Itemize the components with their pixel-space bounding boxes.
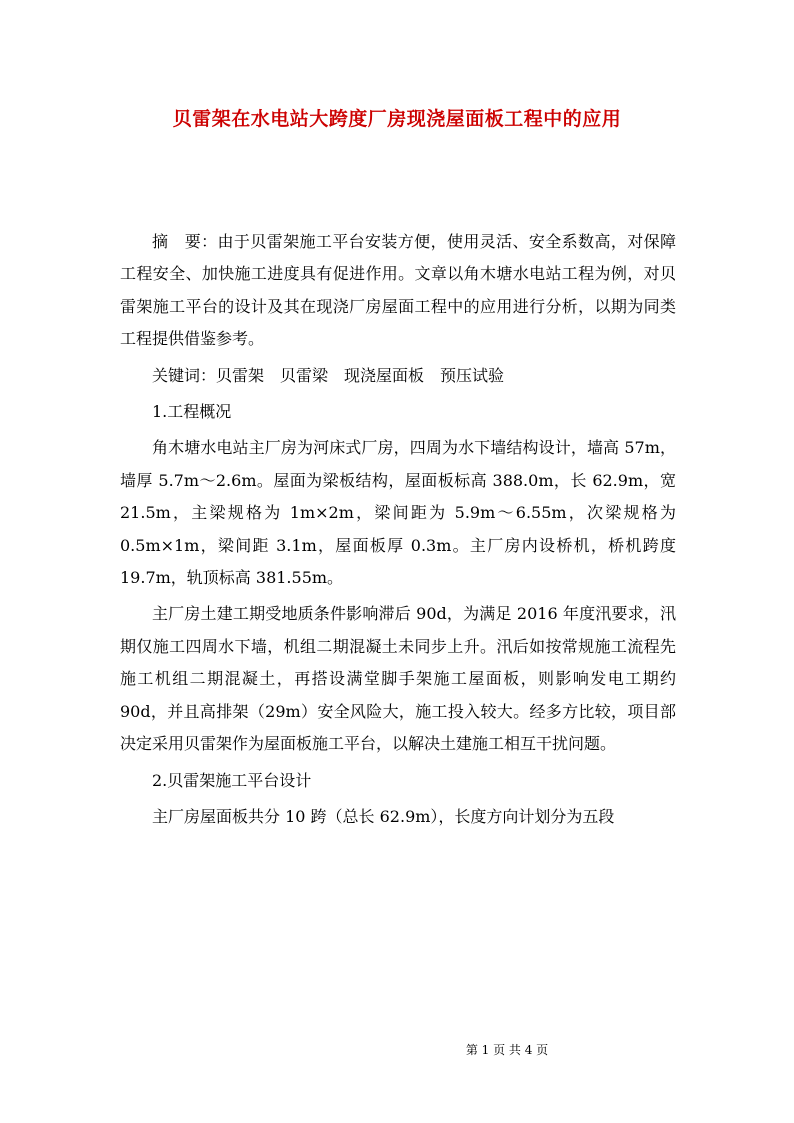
page-number: 第 1 页 共 4 页 — [465, 1043, 549, 1057]
body-paragraph: 角木塘水电站主厂房为河床式厂房，四周为水下墙结构设计，墙高 57m，墙厚 5.7m～2.6m。屋面为梁板结构，屋面板标高 388.0m，长 62.9m，宽 21.5m，主梁规格为 1m×2m，梁间距为 5.9m～6.55m，次梁规格为 0.5m×1m，梁间距 3.1m，屋面板厚 0.3m。主厂房内设桥机，桥机跨度 19.7m，轨顶标高 381.55m。 — [120, 438, 676, 588]
body-paragraph: 主厂房屋面板共分 10 跨（总长 62.9m），长度方向计划分为五段 — [152, 806, 615, 826]
document-title: 贝雷架在水电站大跨度厂房现浇屋面板工程中的应用 — [172, 108, 622, 130]
keywords-paragraph: 关键词：贝雷架 贝雷梁 现浇屋面板 预压试验 — [152, 365, 505, 385]
document-body — [120, 226, 676, 833]
section-heading: 2.贝雷架施工平台设计 — [152, 770, 312, 790]
body-paragraph: 主厂房土建工期受地质条件影响滞后 90d，为满足 2016 年度汛要求，汛期仅施工四周水下墙，机组二期混凝土未同步上升。汛后如按常规施工流程先施工机组二期混凝土，再搭设满堂脚手架施工屋面板，则影响发电工期约 90d，并且高排架（29m）安全风险大，施工投入较大。经多方比较，项目部决定采用贝雷架作为屋面板施工平台，以解决土建施工相互干扰问题。 — [120, 604, 676, 754]
section-heading: 1.工程概况 — [152, 402, 232, 422]
abstract-paragraph: 摘 要：由于贝雷架施工平台安装方便，使用灵活、安全系数高，对保障工程安全、加快施工进度具有促进作用。文章以角木塘水电站工程为例，对贝雷架施工平台的设计及其在现浇厂房屋面工程中的应用进行分析，以期为同类工程提供借鉴参考。 — [120, 232, 676, 349]
